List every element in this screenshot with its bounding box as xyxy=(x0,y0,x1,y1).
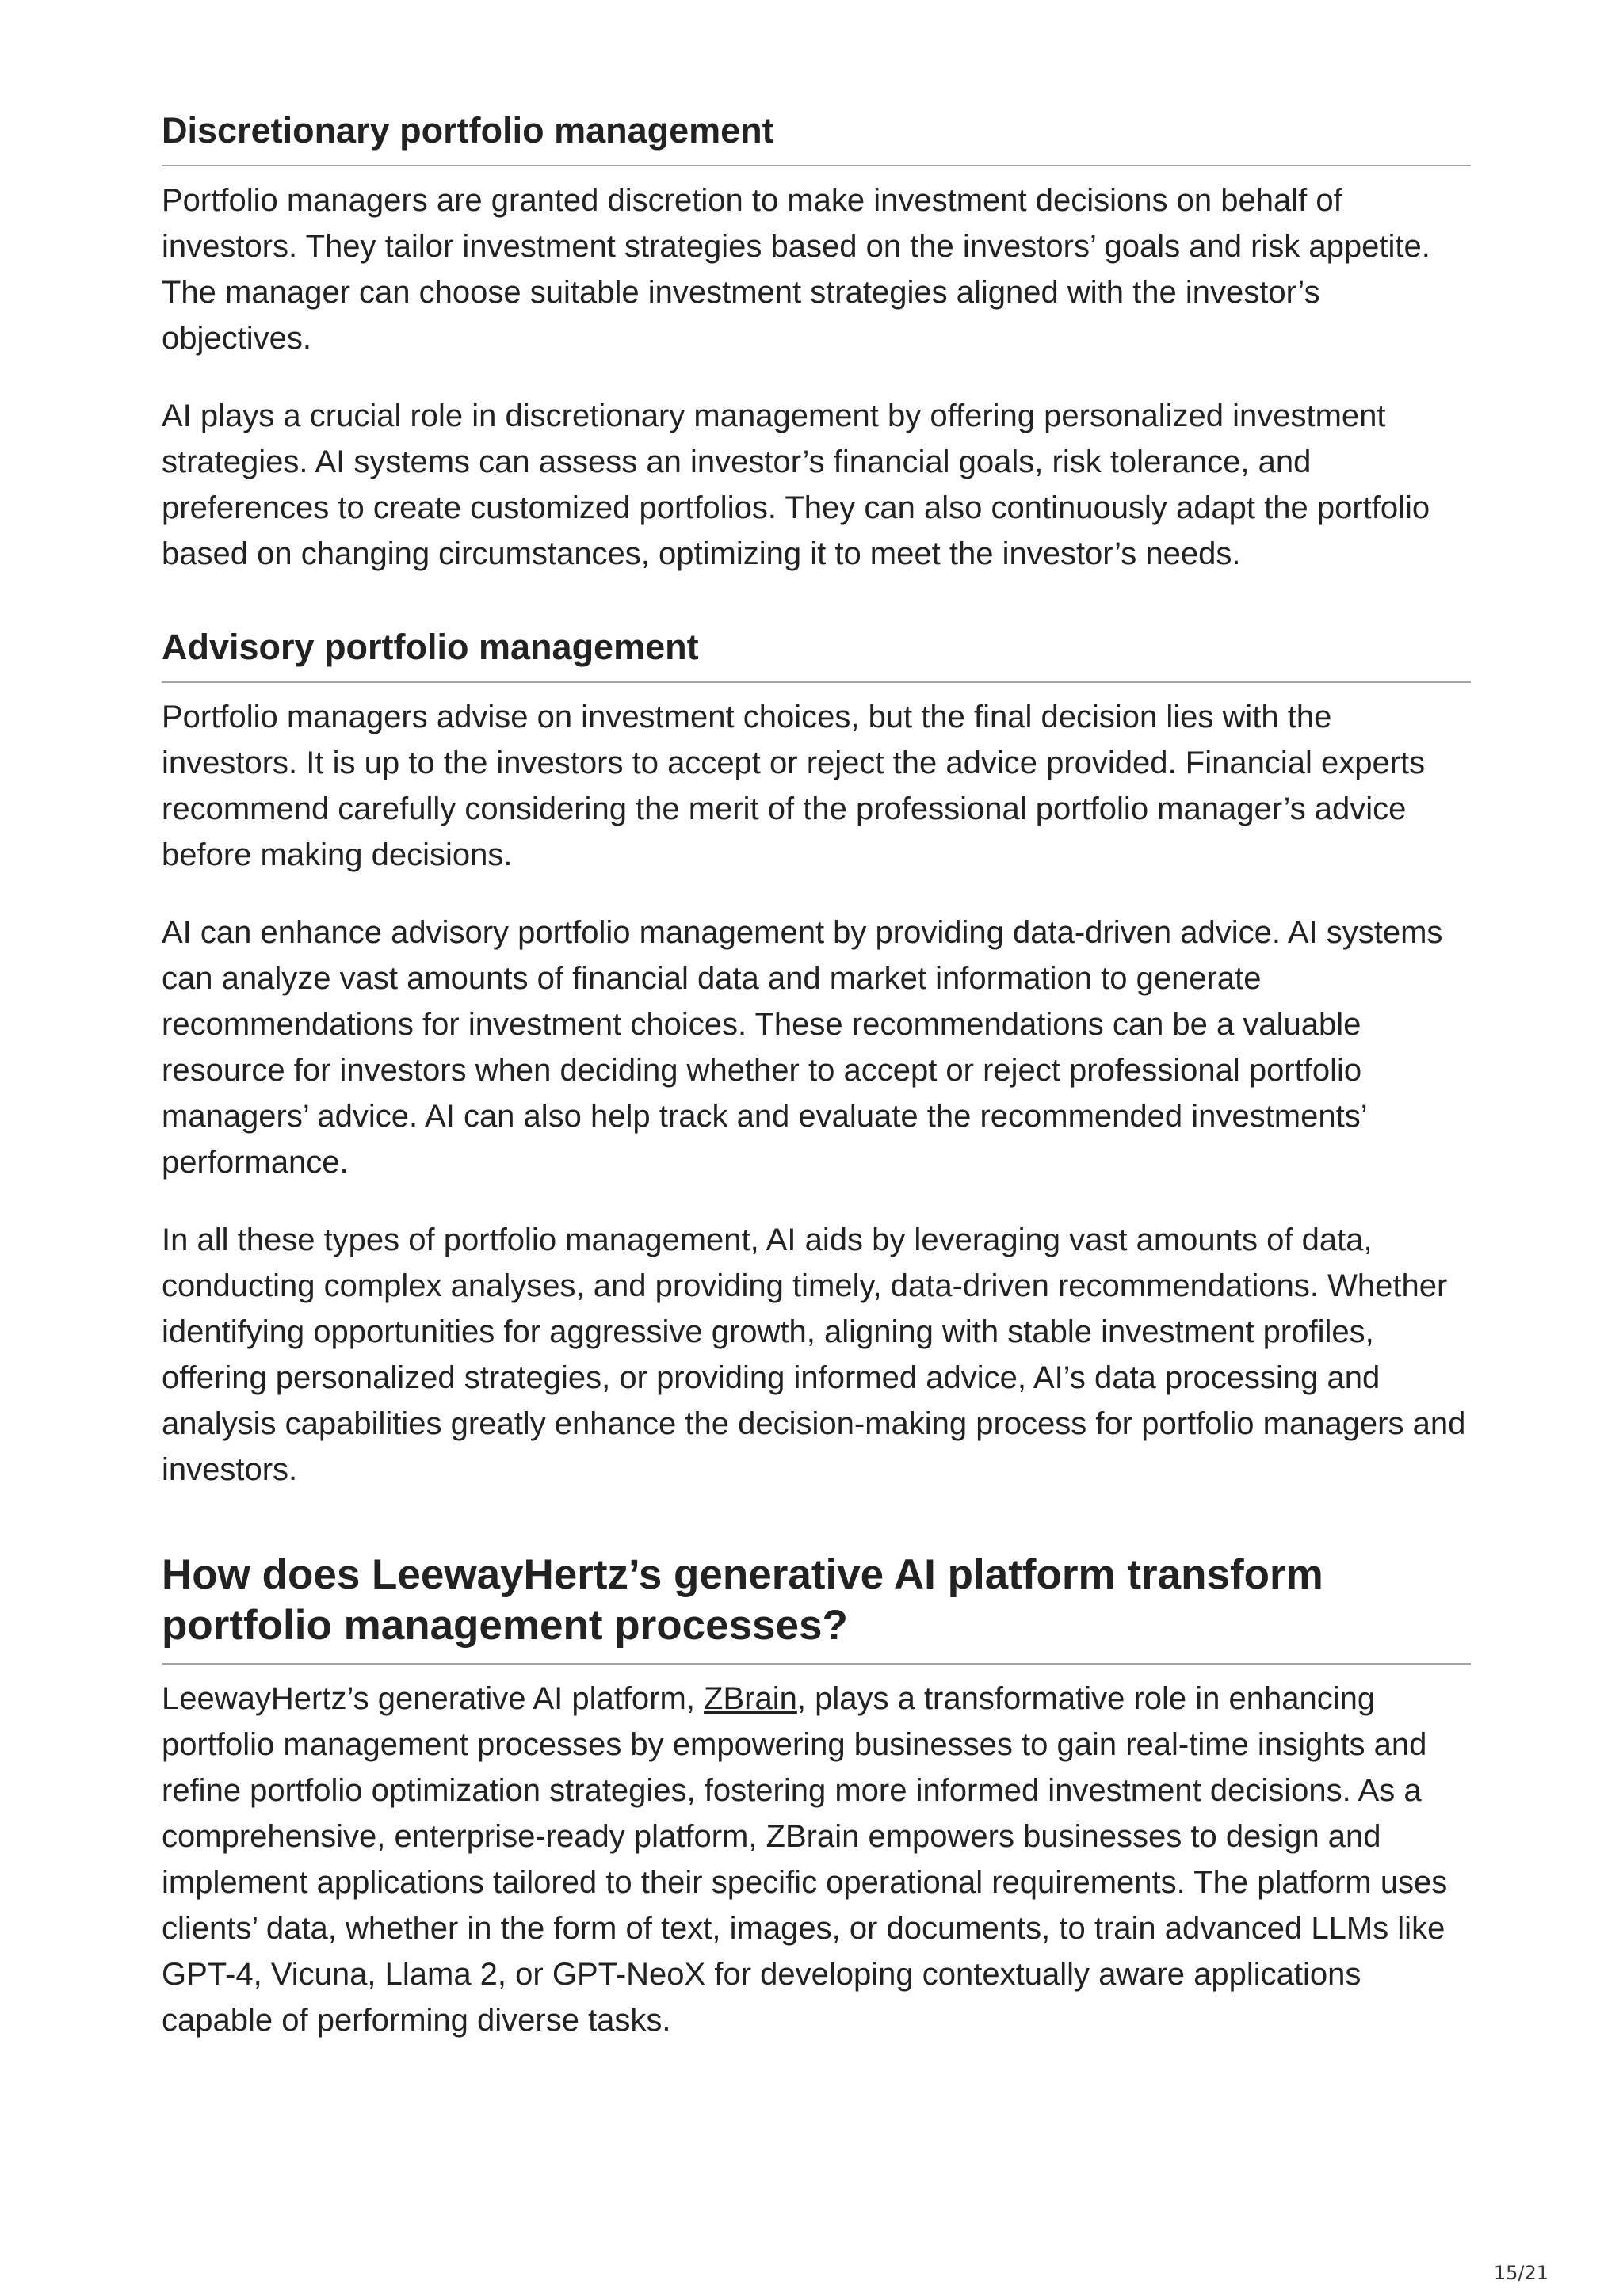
paragraph-zbrain-lead: LeewayHertz’s generative AI platform, xyxy=(162,1681,705,1717)
paragraph-advisory-2: AI can enhance advisory portfolio management by providing data-driven advice. AI systems can analyze vast amounts of financial data and market information to generate recommendations for investment choices. These recommendations can be a valuable resource for investors when deciding whether to accept or reject professional portfolio managers’ advice. AI can also help track and evaluate the recommended investments’ performance. xyxy=(162,915,1443,1180)
page-number: 15/21 xyxy=(1493,2262,1549,2284)
article-content xyxy=(162,109,1471,2075)
zbrain-link[interactable]: ZBrain xyxy=(704,1681,797,1717)
section-heading-advisory: Advisory portfolio management xyxy=(162,626,1471,683)
paragraph-zbrain xyxy=(162,1676,1471,2043)
paragraph-advisory-1: Portfolio managers advise on investment choices, but the final decision lies with the investors. It is up to the investors to accept or reject the advice provided. Financial experts recommend carefully considering the merit of the professional portfolio manager’s advice before making decisions. xyxy=(162,700,1426,872)
paragraph-zbrain-rest: , plays a transformative role in enhancing portfolio management processes by empowering businesses to gain real-time insights and refine portfolio optimization strategies, fostering more informed investment decisions. As a comprehensive, enterprise-ready platform, ZBrain empowers businesses to design and implement applications tailored to their specific operational requirements. The platform uses clients’ data, whether in the form of text, images, or documents, to train advanced LLMs like GPT-4, Vicuna, Llama 2, or GPT-NeoX for developing contextually aware applications capable of performing diverse tasks. xyxy=(162,1681,1448,2039)
paragraph-discretionary-1: Portfolio managers are granted discretion to make investment decisions on behalf of investors. They tailor investment strategies based on the investors’ goals and risk appetite. The manager can choose suitable investment strategies aligned with the investor’s objectives. xyxy=(162,183,1430,356)
main-section-heading: How does LeewayHertz’s generative AI platform transform portfolio management processes? xyxy=(162,1550,1471,1665)
paragraph-advisory-3: In all these types of portfolio management, AI aids by leveraging vast amounts of data, conducting complex analyses, and providing timely, data-driven recommendations. Whether identifying opportunities for aggressive growth, aligning with stable investment profiles, offering personalized strategies, or providing informed advice, AI’s data processing and analysis capabilities greatly enhance the decision-making process for portfolio managers and investors. xyxy=(162,1222,1466,1487)
paragraph-discretionary-2: AI plays a crucial role in discretionary management by offering personalized investment strategies. AI systems can assess an investor’s financial goals, risk tolerance, and preferences to create customized portfolios. They can also continuously adapt the portfolio based on changing circumstances, optimizing it to meet the investor’s needs. xyxy=(162,399,1430,571)
section-heading-discretionary: Discretionary portfolio management xyxy=(162,109,1471,166)
